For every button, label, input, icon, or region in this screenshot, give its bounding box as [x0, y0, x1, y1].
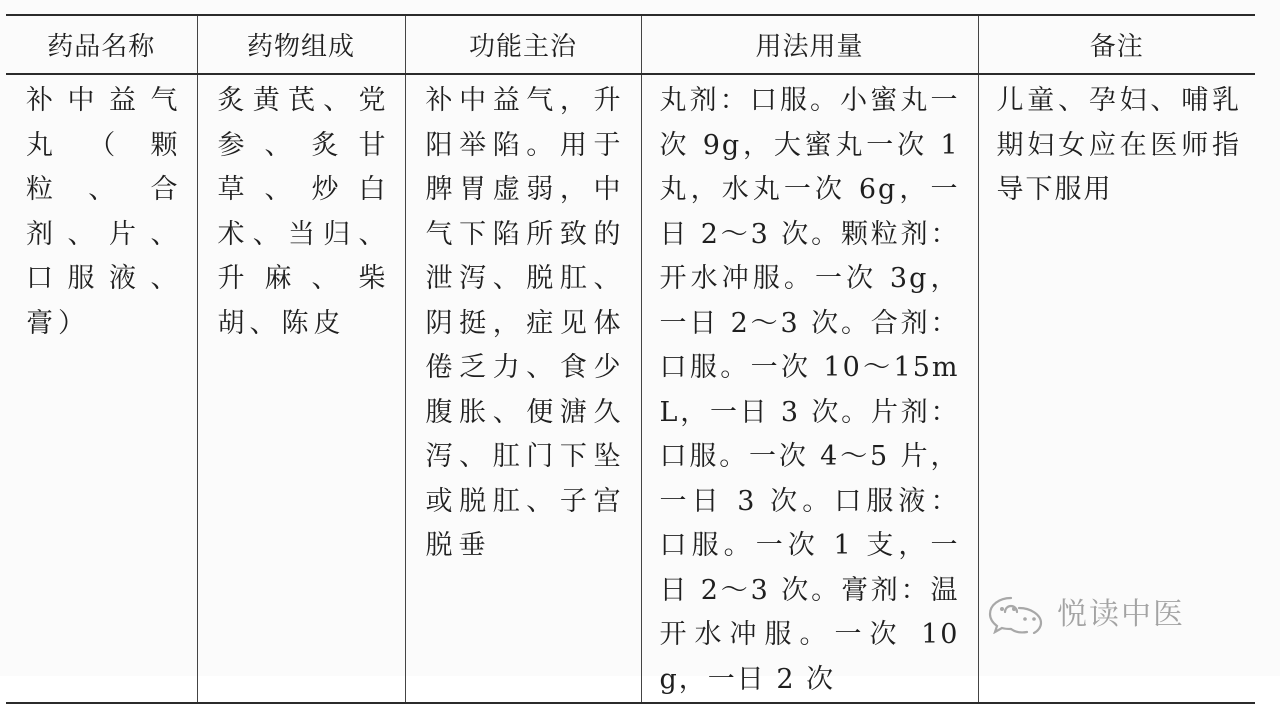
cell-usage: 丸剂：口服。小蜜丸一次 9g，大蜜丸一次 1 丸，水丸一次 6g，一日 2～3 次。颗粒剂：开水冲服。一次 3g，一日 2～3 次。合剂：口服。一次 10～15mL，一日 3 次。片剂：口服。一次 4～5 片，一日 3 次。口服液：口服。一次 1 支，一日 2～3 次。膏剂：温开水冲服。一次 10g，一日 2 次: [641, 74, 978, 703]
cell-drug-name: 补中益气丸（颗粒、合剂、片、口服液、膏）: [6, 74, 197, 703]
watermark-text: 悦读中医: [1057, 597, 1185, 632]
header-drug-name: 药品名称: [6, 15, 197, 74]
header-usage: 用法用量: [641, 15, 978, 74]
cell-note: 儿童、孕妇、哺乳期妇女应在医师指导下服用: [978, 74, 1255, 703]
wechat-logo-icon: [985, 588, 1049, 634]
table-header-row: [6, 15, 1255, 74]
watermark: [985, 586, 1185, 636]
header-note: 备注: [978, 15, 1255, 74]
cell-composition: 炙黄芪、党参、炙甘草、炒白术、当归、升麻、柴胡、陈皮: [197, 74, 405, 703]
cell-function: 补中益气，升阳举陷。用于脾胃虚弱，中气下陷所致的泄泻、脱肛、阴挺，症见体倦乏力、食少腹胀、便溏久泻、肛门下坠或脱肛、子宫脱垂: [405, 74, 641, 703]
header-function: 功能主治: [405, 15, 641, 74]
header-composition: 药物组成: [197, 15, 405, 74]
